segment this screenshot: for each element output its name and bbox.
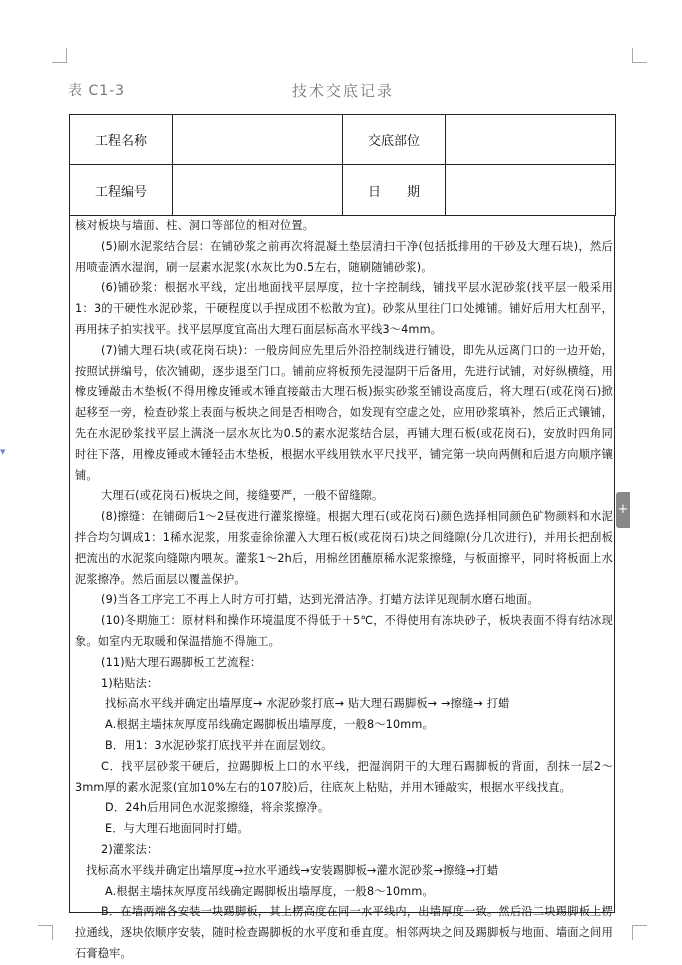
project-name-label: 工程名称	[70, 115, 173, 165]
collapse-arrow-icon[interactable]: ▾	[0, 445, 6, 458]
date-label: 日 期	[343, 165, 446, 216]
paragraph: (8)擦缝：在铺砌后1～2昼夜进行灌浆擦缝。根据大理石(或花岗石)颜色选择相同颜色矿物颜料和水泥拌合均匀调成1：1稀水泥浆，用浆壶徐徐灌入大理石板(或花岗石)块之间缝隙(分几次进行)，并用长把刮板把流出的水泥浆向缝隙内喂灰。灌浆1～2h后，用棉丝团蘸原稀水泥浆擦缝，与板面擦平，同时将板面上水泥浆擦净。然后面层以覆盖保护。	[75, 510, 613, 586]
page-corner-mark-bottom-left	[38, 925, 53, 940]
info-row-1	[70, 115, 616, 165]
paragraph: B．用1：3水泥砂浆打底找平并在面层划纹。	[105, 738, 333, 752]
info-row-2	[70, 165, 616, 216]
paragraph: C．找平层砂浆干硬后，拉踢脚板上口的水平线，把湿润阴干的大理石踢脚板的背面，刮抹一层2～3mm厚的素水泥浆(宜加10%左右的107胶)后，往底灰上粘贴，并用木锤敲实，根据水平线找直。	[75, 759, 613, 794]
paragraph: (6)铺砂浆：根据水平线，定出地面找平层厚度，拉十字控制线，铺找平层水泥砂浆(找平层一般采用1：3的干硬性水泥砂浆，干硬程度以手捏成团不松散为宜)。砂浆从里往门口处摊铺。铺好后用大杠刮平，再用抹子拍实找平。找平层厚度宜高出大理石面层标高水平线3～4mm。	[75, 281, 613, 336]
paragraph: (9)当各工序完工不再上人时方可打蜡，达到光滑洁净。打蜡方法详见现制水磨石地面。	[101, 593, 539, 607]
expand-panel-button[interactable]: +	[616, 492, 630, 528]
paragraph: D．24h后用同色水泥浆擦缝，将余浆擦净。	[105, 801, 330, 815]
paragraph: (11)贴大理石踢脚板工艺流程：	[101, 655, 262, 669]
content-body	[75, 216, 613, 965]
project-name-value[interactable]	[173, 115, 343, 165]
project-number-value[interactable]	[173, 165, 343, 216]
page-corner-mark-top-left	[52, 48, 67, 63]
page-corner-mark-top-right	[632, 48, 647, 63]
paragraph: (5)刷水泥浆结合层：在铺砂浆之前再次将混凝土垫层清扫干净(包括抵排用的干砂及大理石块)，然后用喷壶洒水湿润，刷一层素水泥浆(水灰比为0.5左右，随刷随铺砂浆)。	[75, 239, 613, 274]
process-flow: 找标高水平线并确定出墙厚度→ 水泥砂浆打底→ 贴大理石踢脚板→ →擦缝→ 打蜡	[105, 697, 510, 711]
handover-part-value[interactable]	[446, 115, 616, 165]
project-number-label: 工程编号	[70, 165, 173, 216]
paragraph: A.根据主墙抹灰厚度吊线确定踢脚板出墙厚度，一般8～10mm。	[105, 718, 434, 732]
paragraph: B．在墙两端各安装一块踢脚板，其上楞高度在同一水平线内，出墙厚度一致。然后沿二块踢脚板上楞拉通线，逐块依顺序安装，随时检查踢脚板的水平度和垂直度。相邻两块之间及踢脚板与地面、墙面之间用石膏稳牢。	[75, 905, 613, 960]
process-flow: 找标高水平线并确定出墙厚度→拉水平通线→安装踢脚板→灌水泥砂浆→擦缝→打蜡	[86, 863, 499, 877]
paragraph: 大理石(或花岗石)板块之间，接缝要严，一般不留缝隙。	[101, 489, 384, 503]
paragraph: 核对板块与墙面、柱、洞口等部位的相对位置。	[75, 219, 315, 232]
paragraph: 2)灌浆法：	[101, 842, 159, 856]
form-code: 表 C1-3	[68, 83, 126, 99]
paragraph: 1)粘贴法：	[101, 676, 159, 690]
paragraph: (10)冬期施工：原材料和操作环境温度不得低于＋5℃，不得使用有冻块砂子，板块表面不得有结冰现象。如室内无取暖和保温措施不得施工。	[75, 614, 613, 648]
paragraph: A.根据主墙抹灰厚度吊线确定踢脚板出墙厚度，一般8～10mm。	[105, 884, 434, 898]
page-corner-mark-bottom-right	[632, 925, 647, 940]
paragraph: E．与大理石地面同时打蜡。	[105, 822, 249, 836]
paragraph: (7)铺大理石块(或花岗石块)：一般房间应先里后外沿控制线进行铺设，即先从远离门口的一边开始，按照试拼编号，依次铺砌，逐步退至门口。铺前应将板预先浸湿阴干后备用，先进行试铺，对好纵横缝，用橡皮锤敲击木垫板(不得用橡皮锤或木锤直接敲击大理石板)振实砂浆至铺设高度后，将大理石(或花岗石)掀起移至一旁，检查砂浆上表面与板块之间是否相吻合，如发现有空虚之处，应用砂浆填补，然后正式镶铺，先在水泥砂浆找平层上满浇一层水灰比为0.5的素水泥浆结合层，再铺大理石板(或花岗石)，安放时四角同时往下落，用橡皮锤或木锤轻击木垫板，根据水平线用铁水平尺找平，铺完第一块向两侧和后退方向顺序镶铺。	[75, 343, 613, 482]
date-value[interactable]	[446, 165, 616, 216]
document-title: 技术交底记录	[292, 82, 395, 100]
info-table	[69, 114, 616, 216]
handover-part-label: 交底部位	[343, 115, 446, 165]
